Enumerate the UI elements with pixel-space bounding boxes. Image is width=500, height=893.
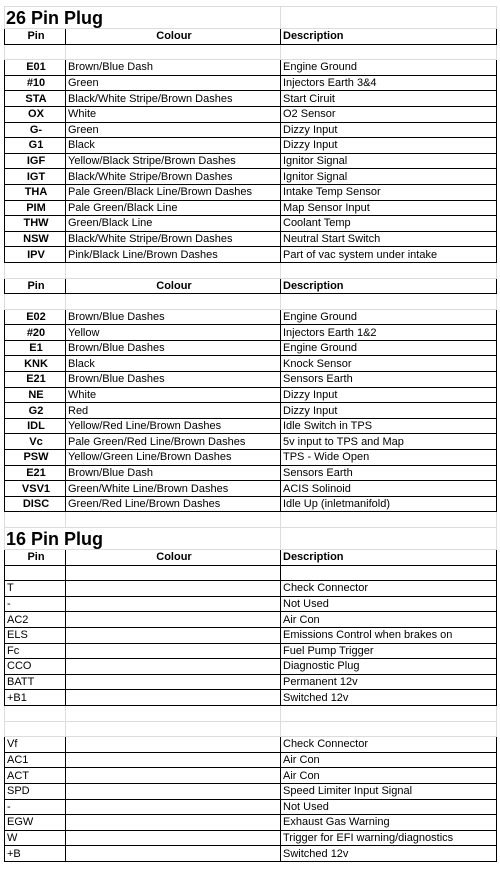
description-cell: Knock Sensor bbox=[281, 356, 497, 372]
description-cell: Speed Limiter Input Signal bbox=[281, 783, 497, 799]
colour-cell: Yellow/Black Stripe/Brown Dashes bbox=[66, 153, 281, 169]
pin-cell: DISC bbox=[5, 496, 66, 512]
colour-cell: Green bbox=[66, 122, 281, 138]
pin-cell: STA bbox=[5, 91, 66, 107]
description-cell: Check Connector bbox=[281, 737, 497, 753]
table-row bbox=[5, 596, 497, 612]
colour-cell bbox=[66, 737, 281, 753]
colour-cell bbox=[66, 674, 281, 690]
colour-cell bbox=[66, 643, 281, 659]
colour-cell: Green/Red Line/Brown Dashes bbox=[66, 496, 281, 512]
table-row bbox=[5, 434, 497, 450]
colour-cell: Brown/Blue Dash bbox=[66, 465, 281, 481]
table-row bbox=[5, 768, 497, 784]
section-title-row bbox=[5, 528, 497, 550]
description-cell: Exhaust Gas Warning bbox=[281, 815, 497, 831]
colour-cell bbox=[66, 830, 281, 846]
pin-cell: AC2 bbox=[5, 612, 66, 628]
description-cell: TPS - Wide Open bbox=[281, 450, 497, 466]
plug16-group2 bbox=[5, 737, 497, 862]
header-colour: Colour bbox=[66, 29, 281, 45]
colour-cell: Brown/Blue Dash bbox=[66, 60, 281, 76]
table-row bbox=[5, 340, 497, 356]
pin-cell: KNK bbox=[5, 356, 66, 372]
pin-cell: OX bbox=[5, 106, 66, 122]
description-cell: Permanent 12v bbox=[281, 674, 497, 690]
colour-cell bbox=[66, 690, 281, 706]
description-cell: 5v input to TPS and Map bbox=[281, 434, 497, 450]
pin-cell: Vc bbox=[5, 434, 66, 450]
blank-row bbox=[5, 294, 497, 310]
colour-cell bbox=[66, 783, 281, 799]
colour-cell: Pale Green/Black Line/Brown Dashes bbox=[66, 184, 281, 200]
colour-cell bbox=[66, 799, 281, 815]
description-cell: Sensors Earth bbox=[281, 465, 497, 481]
pin-cell: THA bbox=[5, 184, 66, 200]
blank-row bbox=[5, 565, 497, 581]
pin-cell: W bbox=[5, 830, 66, 846]
pin-cell: +B bbox=[5, 846, 66, 862]
table-row bbox=[5, 200, 497, 216]
header-description: Description bbox=[281, 278, 497, 294]
table-row bbox=[5, 450, 497, 466]
colour-cell bbox=[66, 768, 281, 784]
table-row bbox=[5, 737, 497, 753]
description-cell: Intake Temp Sensor bbox=[281, 184, 497, 200]
description-cell: Check Connector bbox=[281, 581, 497, 597]
table-row bbox=[5, 106, 497, 122]
pin-cell: IDL bbox=[5, 418, 66, 434]
table-row bbox=[5, 231, 497, 247]
colour-cell: Pink/Black Line/Brown Dashes bbox=[66, 247, 281, 263]
pin-cell: E1 bbox=[5, 340, 66, 356]
colour-cell: White bbox=[66, 387, 281, 403]
description-cell: Switched 12v bbox=[281, 846, 497, 862]
description-cell: Dizzy Input bbox=[281, 387, 497, 403]
pin-cell: #10 bbox=[5, 75, 66, 91]
table-row bbox=[5, 309, 497, 325]
plug26-group2 bbox=[5, 309, 497, 512]
colour-cell bbox=[66, 659, 281, 675]
pin-cell: G1 bbox=[5, 138, 66, 154]
description-cell: Coolant Temp bbox=[281, 216, 497, 232]
colour-cell bbox=[66, 596, 281, 612]
colour-cell: Red bbox=[66, 403, 281, 419]
colour-cell bbox=[66, 815, 281, 831]
description-cell: Idle Switch in TPS bbox=[281, 418, 497, 434]
pin-cell: PIM bbox=[5, 200, 66, 216]
colour-cell: Brown/Blue Dashes bbox=[66, 309, 281, 325]
description-cell: Injectors Earth 1&2 bbox=[281, 325, 497, 341]
pin-cell: E21 bbox=[5, 465, 66, 481]
table-row bbox=[5, 247, 497, 263]
header-row bbox=[5, 550, 497, 566]
table-row bbox=[5, 153, 497, 169]
description-cell: O2 Sensor bbox=[281, 106, 497, 122]
table-row bbox=[5, 75, 497, 91]
pin-table bbox=[4, 6, 497, 862]
pin-cell: AC1 bbox=[5, 752, 66, 768]
table-row bbox=[5, 690, 497, 706]
header-description: Description bbox=[281, 29, 497, 45]
plug26-group1 bbox=[5, 60, 497, 263]
colour-cell: Yellow bbox=[66, 325, 281, 341]
pin-cell: E01 bbox=[5, 60, 66, 76]
pin-cell: T bbox=[5, 581, 66, 597]
description-cell: Engine Ground bbox=[281, 60, 497, 76]
pin-cell: +B1 bbox=[5, 690, 66, 706]
blank-row bbox=[5, 44, 497, 60]
description-cell: Emissions Control when brakes on bbox=[281, 627, 497, 643]
pin-cell: BATT bbox=[5, 674, 66, 690]
description-cell: Fuel Pump Trigger bbox=[281, 643, 497, 659]
table-row bbox=[5, 325, 497, 341]
table-row bbox=[5, 169, 497, 185]
colour-cell: Green bbox=[66, 75, 281, 91]
colour-cell bbox=[66, 581, 281, 597]
pin-cell: ELS bbox=[5, 627, 66, 643]
colour-cell: Brown/Blue Dashes bbox=[66, 372, 281, 388]
description-cell: Engine Ground bbox=[281, 340, 497, 356]
table-row bbox=[5, 138, 497, 154]
header-pin: Pin bbox=[5, 550, 66, 566]
colour-cell: White bbox=[66, 106, 281, 122]
description-cell: Air Con bbox=[281, 612, 497, 628]
pin-cell: NE bbox=[5, 387, 66, 403]
blank-row bbox=[5, 705, 497, 721]
pin-cell: IPV bbox=[5, 247, 66, 263]
description-cell: Ignitor Signal bbox=[281, 153, 497, 169]
pin-cell: IGT bbox=[5, 169, 66, 185]
colour-cell: Green/Black Line bbox=[66, 216, 281, 232]
colour-cell: Pale Green/Red Line/Brown Dashes bbox=[66, 434, 281, 450]
colour-cell: Black/White Stripe/Brown Dashes bbox=[66, 91, 281, 107]
pin-cell: - bbox=[5, 799, 66, 815]
header-colour: Colour bbox=[66, 278, 281, 294]
table-row bbox=[5, 612, 497, 628]
table-row bbox=[5, 60, 497, 76]
table-row bbox=[5, 465, 497, 481]
colour-cell: Black/White Stripe/Brown Dashes bbox=[66, 231, 281, 247]
colour-cell: Yellow/Green Line/Brown Dashes bbox=[66, 450, 281, 466]
table-row bbox=[5, 216, 497, 232]
colour-cell: Brown/Blue Dashes bbox=[66, 340, 281, 356]
description-cell: Dizzy Input bbox=[281, 138, 497, 154]
colour-cell bbox=[66, 846, 281, 862]
colour-cell: Yellow/Red Line/Brown Dashes bbox=[66, 418, 281, 434]
description-cell: Engine Ground bbox=[281, 309, 497, 325]
pin-cell: ACT bbox=[5, 768, 66, 784]
pin-cell: Vf bbox=[5, 737, 66, 753]
header-colour: Colour bbox=[66, 550, 281, 566]
header-pin: Pin bbox=[5, 278, 66, 294]
section-title-row bbox=[5, 7, 497, 29]
description-cell: ACIS Solinoid bbox=[281, 481, 497, 497]
header-row bbox=[5, 278, 497, 294]
pin-cell: G2 bbox=[5, 403, 66, 419]
table-row bbox=[5, 643, 497, 659]
description-cell: Switched 12v bbox=[281, 690, 497, 706]
table-row bbox=[5, 496, 497, 512]
pin-cell: IGF bbox=[5, 153, 66, 169]
pin-cell: VSV1 bbox=[5, 481, 66, 497]
description-cell: Map Sensor Input bbox=[281, 200, 497, 216]
table-row bbox=[5, 372, 497, 388]
colour-cell bbox=[66, 612, 281, 628]
description-cell: Ignitor Signal bbox=[281, 169, 497, 185]
pin-cell: CCO bbox=[5, 659, 66, 675]
table-row bbox=[5, 122, 497, 138]
table-row bbox=[5, 799, 497, 815]
table-row bbox=[5, 846, 497, 862]
description-cell: Trigger for EFI warning/diagnostics bbox=[281, 830, 497, 846]
table-row bbox=[5, 403, 497, 419]
blank-row bbox=[5, 721, 497, 737]
pin-cell: Fc bbox=[5, 643, 66, 659]
description-cell: Neutral Start Switch bbox=[281, 231, 497, 247]
colour-cell: Black bbox=[66, 138, 281, 154]
table-row bbox=[5, 752, 497, 768]
table-row bbox=[5, 418, 497, 434]
plug16-group1 bbox=[5, 581, 497, 706]
pin-cell: - bbox=[5, 596, 66, 612]
pin-cell: SPD bbox=[5, 783, 66, 799]
table-row bbox=[5, 356, 497, 372]
pin-cell: #20 bbox=[5, 325, 66, 341]
description-cell: Not Used bbox=[281, 799, 497, 815]
pin-cell: E21 bbox=[5, 372, 66, 388]
table-row bbox=[5, 830, 497, 846]
section-title: 16 Pin Plug bbox=[5, 528, 281, 550]
pin-cell: G- bbox=[5, 122, 66, 138]
table-row bbox=[5, 91, 497, 107]
colour-cell: Pale Green/Black Line bbox=[66, 200, 281, 216]
description-cell: Injectors Earth 3&4 bbox=[281, 75, 497, 91]
pin-cell: NSW bbox=[5, 231, 66, 247]
description-cell: Air Con bbox=[281, 752, 497, 768]
header-row bbox=[5, 29, 497, 45]
blank-row bbox=[5, 512, 497, 528]
pin-cell: THW bbox=[5, 216, 66, 232]
description-cell: Not Used bbox=[281, 596, 497, 612]
description-cell: Dizzy Input bbox=[281, 403, 497, 419]
table-row bbox=[5, 387, 497, 403]
pin-cell: PSW bbox=[5, 450, 66, 466]
table-row bbox=[5, 815, 497, 831]
table-row bbox=[5, 581, 497, 597]
description-cell: Sensors Earth bbox=[281, 372, 497, 388]
description-cell: Start Ciruit bbox=[281, 91, 497, 107]
description-cell: Diagnostic Plug bbox=[281, 659, 497, 675]
table-row bbox=[5, 783, 497, 799]
pin-cell: E02 bbox=[5, 309, 66, 325]
section-title: 26 Pin Plug bbox=[5, 7, 281, 29]
colour-cell: Green/White Line/Brown Dashes bbox=[66, 481, 281, 497]
table-row bbox=[5, 659, 497, 675]
header-pin: Pin bbox=[5, 29, 66, 45]
table-row bbox=[5, 184, 497, 200]
table-row bbox=[5, 627, 497, 643]
colour-cell: Black bbox=[66, 356, 281, 372]
colour-cell: Black/White Stripe/Brown Dashes bbox=[66, 169, 281, 185]
description-cell: Air Con bbox=[281, 768, 497, 784]
pin-cell: EGW bbox=[5, 815, 66, 831]
table-row bbox=[5, 674, 497, 690]
colour-cell bbox=[66, 627, 281, 643]
description-cell: Dizzy Input bbox=[281, 122, 497, 138]
blank-row bbox=[5, 262, 497, 278]
colour-cell bbox=[66, 752, 281, 768]
header-description: Description bbox=[281, 550, 497, 566]
table-row bbox=[5, 481, 497, 497]
description-cell: Idle Up (inletmanifold) bbox=[281, 496, 497, 512]
description-cell: Part of vac system under intake bbox=[281, 247, 497, 263]
